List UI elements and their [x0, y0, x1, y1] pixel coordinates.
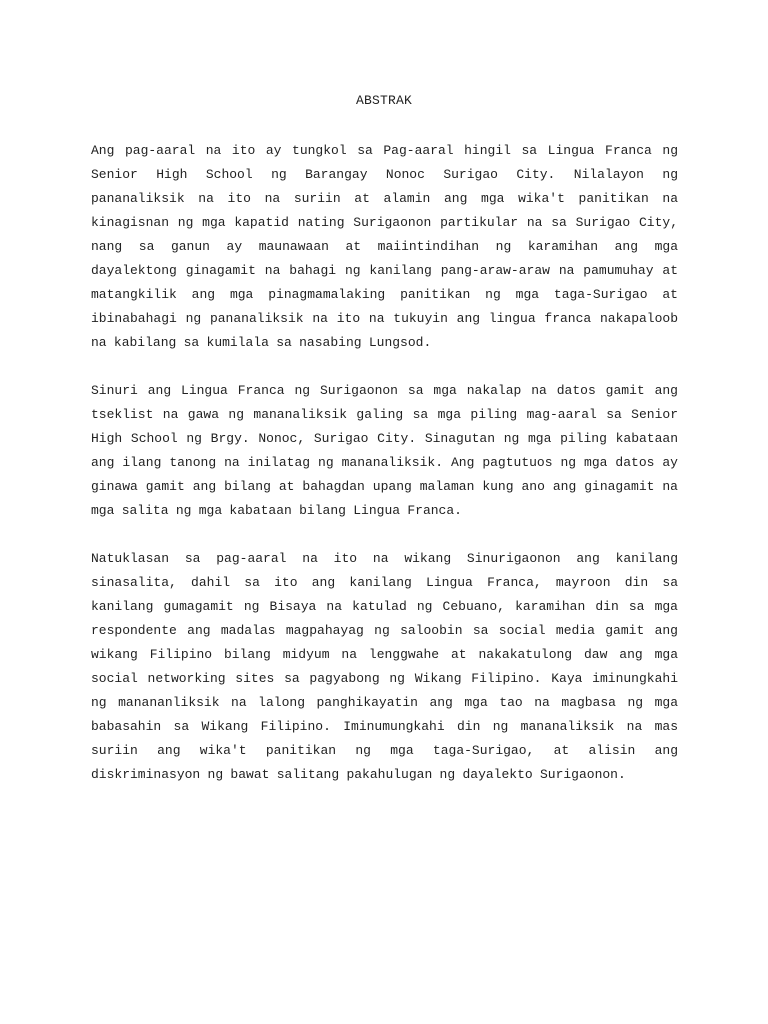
abstract-paragraph-2: Sinuri ang Lingua Franca ng Surigaonon sa mga nakalap na datos gamit ang tseklist na gawa ng mananaliksik galing sa mga piling mag-aaral sa Senior High School ng Brgy. Nonoc, Surigao City. Sinagutan ng mga piling kabataan ang ilang tanong na inilatag ng mananaliksik. Ang pagtutuos ng mga datos ay ginawa gamit ang bilang at bahagdan upang malaman kung ano ang ginagamit na mga salita ng mga kabataan bilang Lingua Franca. [91, 383, 678, 518]
abstract-paragraph-3: Natuklasan sa pag-aaral na ito na wikang Sinurigaonon ang kanilang sinasalita, dahil sa ito ang kanilang Lingua Franca, mayroon din sa kanilang gumagamit ng Bisaya na katulad ng Cebuano, karamihan din sa mga respondente ang madalas magpahayag ng saloobin sa social media gamit ang wikang Filipino bilang midyum na lenggwahe at nakakatulong daw ang mga social networking sites sa pagyabong ng Wikang Filipino. Kaya iminungkahi ng manananliksik na lalong panghikayatin ang mga tao na magbasa ng mga babasahin sa Wikang Filipino. Iminumungkahi din ng mananaliksik na mas suriin ang wika't panitikan ng mga taga-Surigao, at alisin ang diskriminasyon ng bawat salitang pakahulugan ng dayalekto Surigaonon. [91, 551, 678, 782]
abstract-title: ABSTRAK [355, 93, 412, 108]
abstract-paragraph-1: Ang pag-aaral na ito ay tungkol sa Pag-aaral hingil sa Lingua Franca ng Senior High School ng Barangay Nonoc Surigao City. Nilalayon ng pananaliksik na ito na suriin at alamin ang mga wika't panitikan na kinagisnan ng mga kapatid nating Surigaonon partikular na sa Surigao City, nang sa ganun ay maunawaan at maiintindihan ng karamihan ang mga dayalektong ginagamit na bahagi ng kanilang pang-araw-araw na pamumuhay at matangkilik ang mga pinagmamalaking panitikan ng mga taga-Surigao at ibinabahagi ng pananaliksik na ito na tukuyin ang lingua franca nakapaloob na kabilang sa kumilala sa nasabing Lungsod. [91, 143, 678, 350]
abstract-body [91, 139, 678, 811]
